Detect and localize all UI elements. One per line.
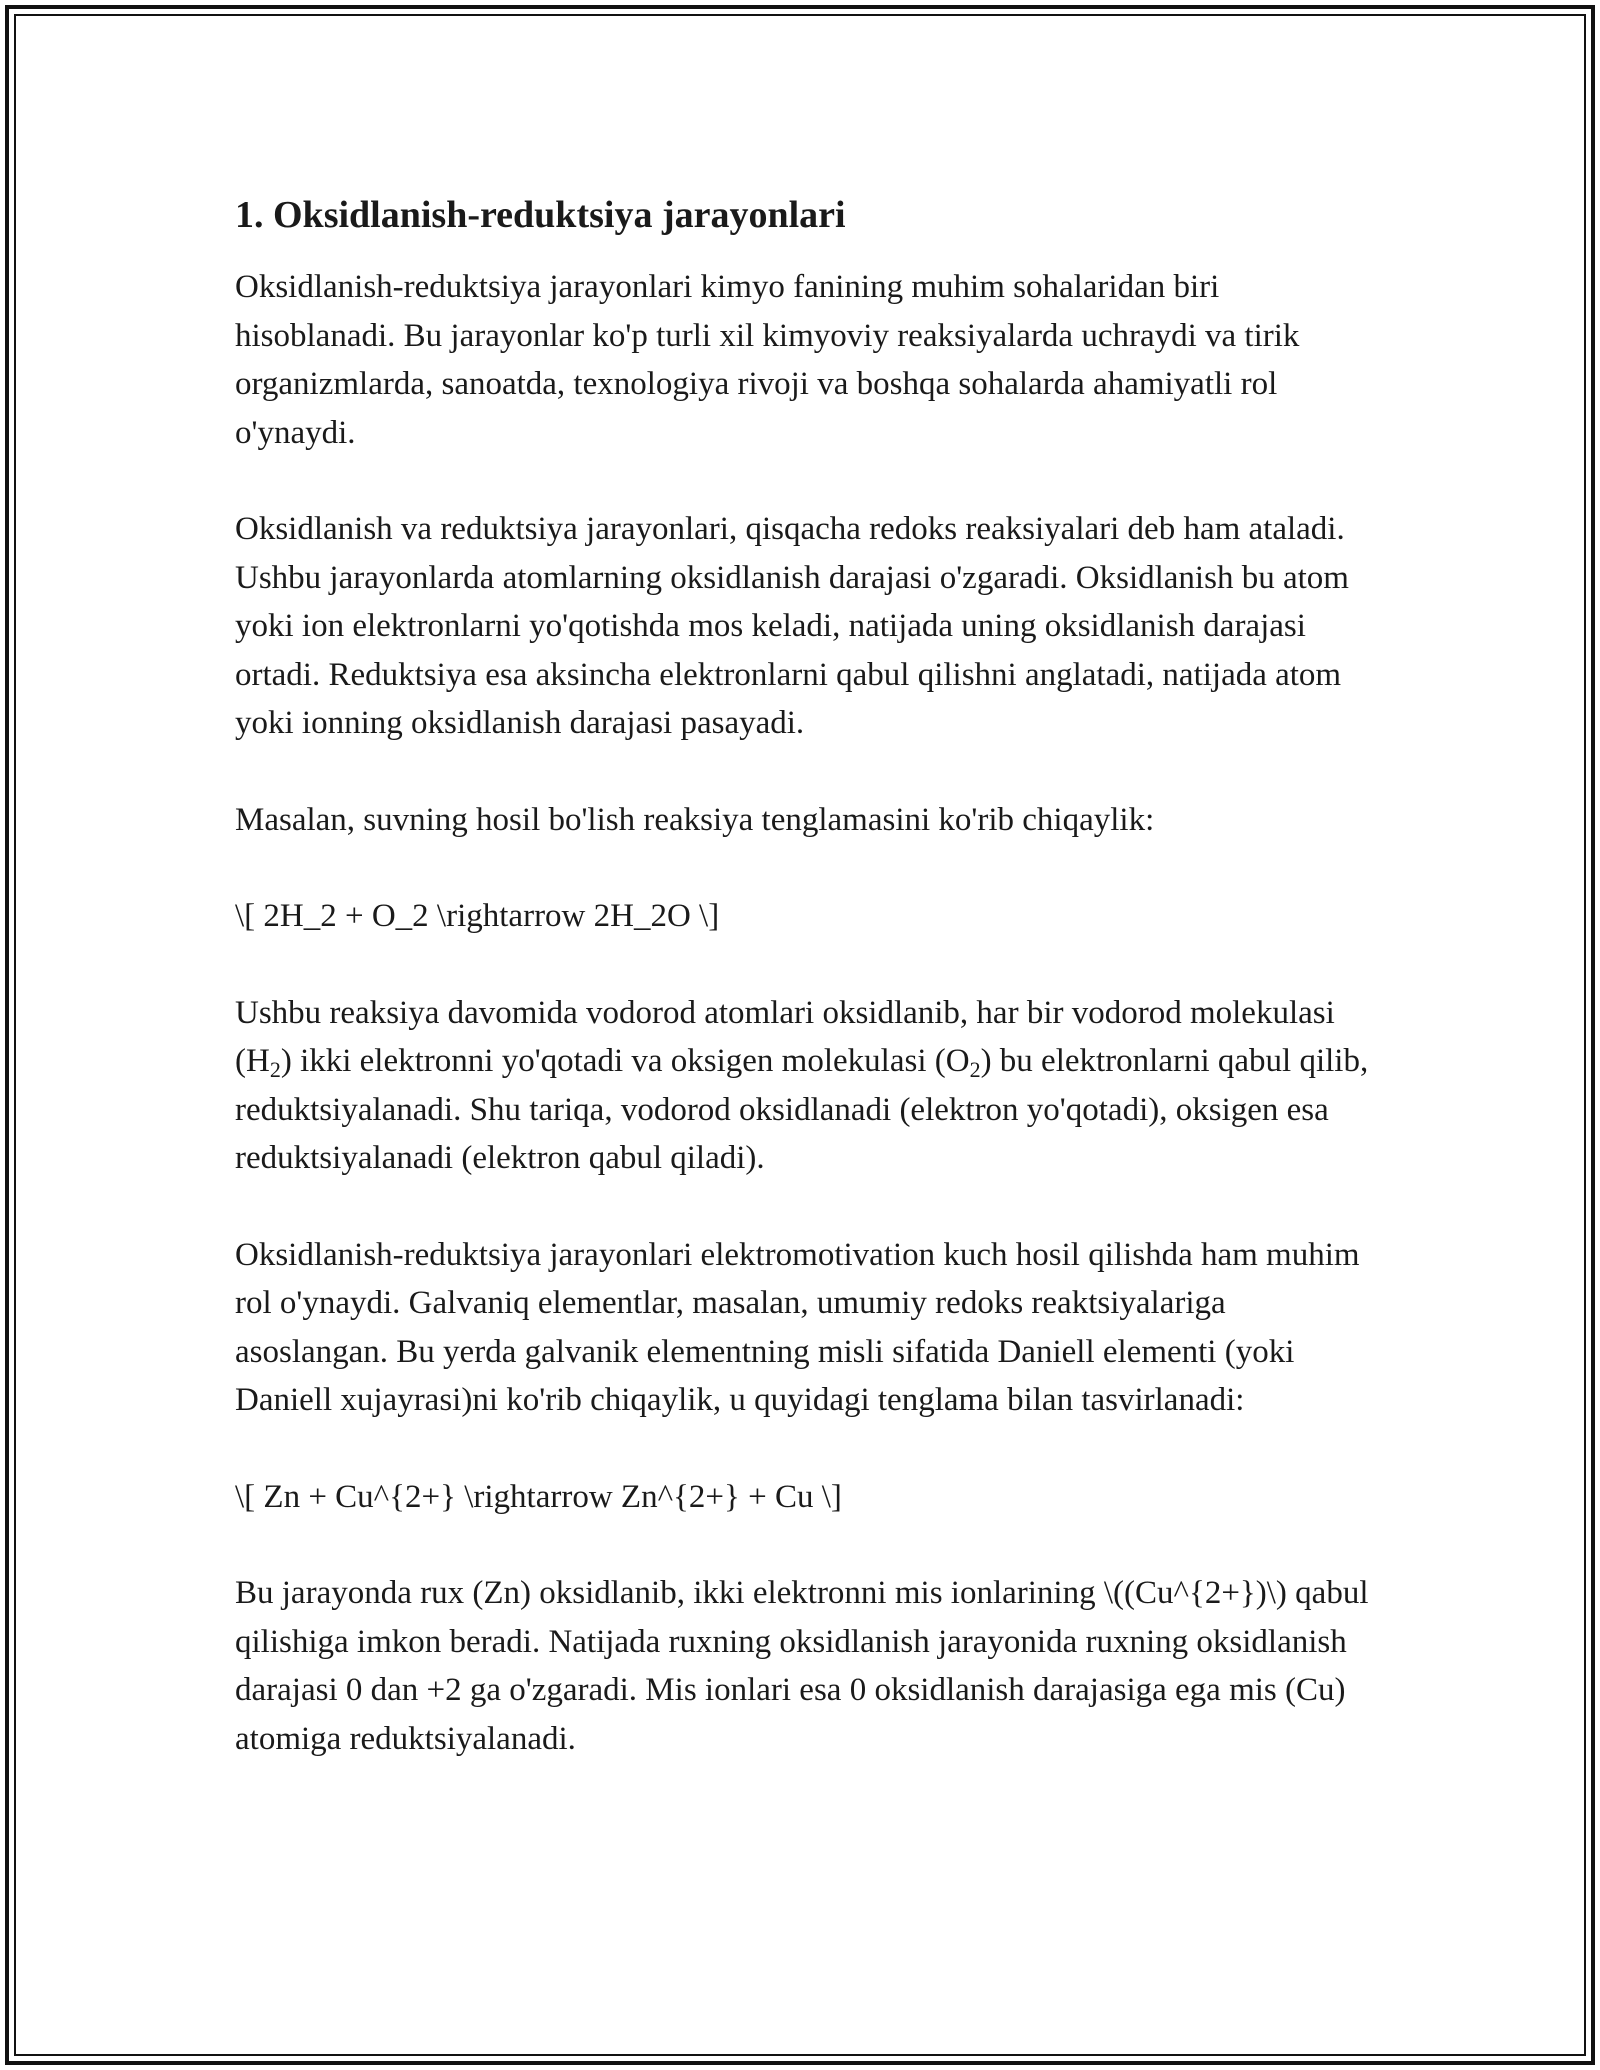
paragraph-intro: Oksidlanish-reduktsiya jarayonlari kimyo fanining muhim sohalaridan biri hisoblanadi. Bu jarayonlar ko'p turli xil kimyoviy reaksiyalarda uchraydi va tirik organizmlarda, sanoatda, texnologiya rivoji va boshqa sohalarda ahamiyatli rol o'ynaydi. xyxy=(235,269,1300,451)
paragraph-water-explanation xyxy=(235,989,1375,1183)
equation-water: \[ 2H_2 + O_2 \rightarrow 2H_2O \] xyxy=(235,898,720,934)
paragraph-galvanic: Oksidlanish-reduktsiya jarayonlari elektromotivation kuch hosil qilishda ham muhim rol o'ynaydi. Galvaniq elementlar, masalan, umumiy redoks reaktsiyalariga asoslangan. Bu yerda galvanik elementning misli sifatida Daniell elementi (yoki Daniell xujayrasi)ni ko'rib chiqaylik, u quyidagi tenglama bilan tasvirlanadi: xyxy=(235,1236,1360,1418)
document-body xyxy=(235,185,1375,1811)
text-segment: ) bu elektronlarni qabul qilib, reduktsiyalanadi. Shu tariqa, vodorod oksidlanadi (elektron yo'qotadi), oksigen esa reduktsiyalanadi (elektron qabul qiladi). xyxy=(235,1043,1369,1176)
subscript: 2 xyxy=(969,1057,981,1082)
paragraph-example-intro: Masalan, suvning hosil bo'lish reaksiya tenglamasini ko'rib chiqaylik: xyxy=(235,801,1155,838)
equation-daniell: \[ Zn + Cu^{2+} \rightarrow Zn^{2+} + Cu \] xyxy=(235,1478,842,1515)
subscript: 2 xyxy=(269,1057,281,1082)
section-heading: 1. Oksidlanish-reduktsiya jarayonlari xyxy=(235,194,846,236)
paragraph-daniell-explanation: Bu jarayonda rux (Zn) oksidlanib, ikki elektronni mis ionlarining \((Cu^{2+})\) qabul qilishiga imkon beradi. Natijada ruxning oksidlanish jarayonida ruxning oksidlanish darajasi 0 dan +2 ga o'zgaradi. Mis ionlari esa 0 oksidlanish darajasiga ega mis (Cu) atomiga reduktsiyalanadi. xyxy=(235,1575,1369,1757)
text-segment: ) ikki elektronni yo'qotadi va oksigen molekulasi (O xyxy=(280,1043,970,1079)
text-segment: Ushbu reaksiya davomida vodorod atomlari oksidlanib, har bir vodorod molekulasi (H xyxy=(235,994,1335,1079)
paragraph-definition: Oksidlanish va reduktsiya jarayonlari, qisqacha redoks reaksiyalari deb ham ataladi. Ushbu jarayonlarda atomlarning oksidlanish darajasi o'zgaradi. Oksidlanish bu atom yoki ion elektronlarni yo'qotishda mos keladi, natijada uning oksidlanish darajasi ortadi. Reduktsiya esa aksincha elektronlarni qabul qilishni anglatadi, natijada atom yoki ionning oksidlanish darajasi pasayadi. xyxy=(235,511,1349,741)
